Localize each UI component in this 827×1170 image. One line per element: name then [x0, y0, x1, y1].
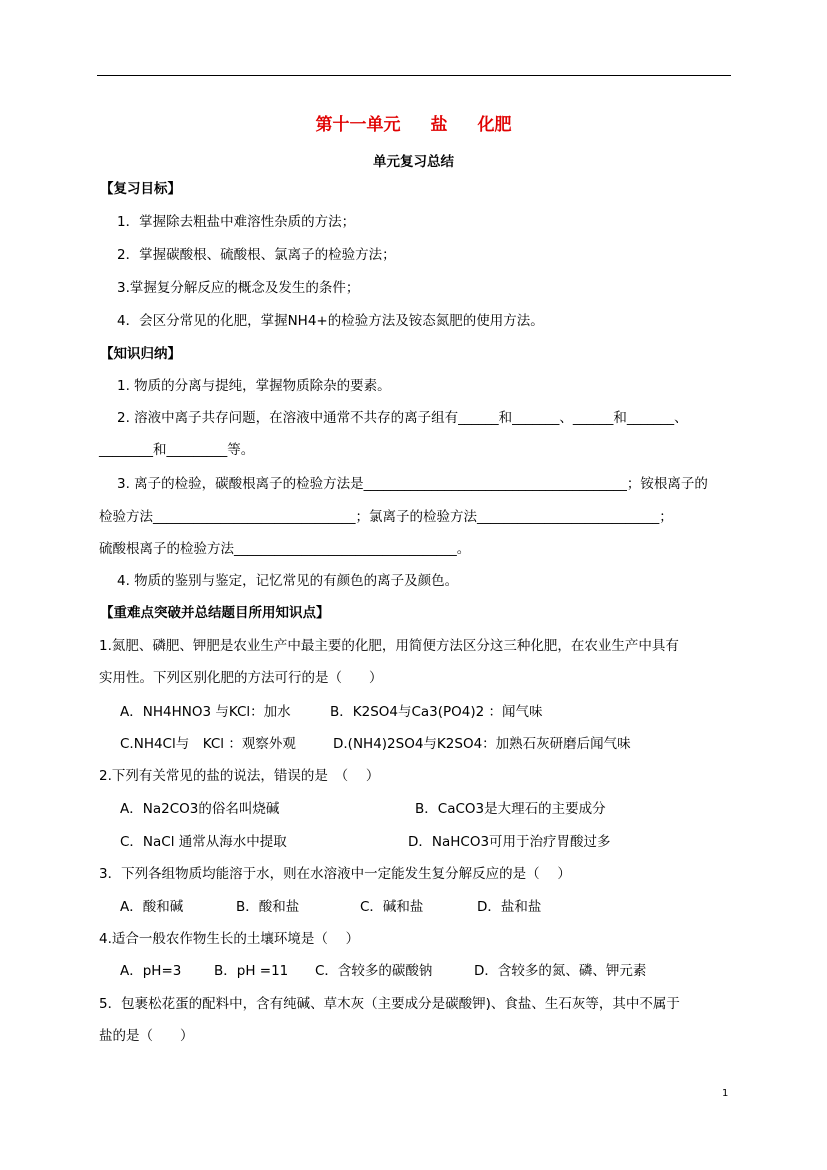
objective-3: 3.掌握复分解反应的概念及发生的条件；: [117, 280, 360, 296]
knowledge-2-line-1: 2. 溶液中离子共存问题，在溶液中通常不共存的离子组有______和_______、______和_______、: [117, 410, 688, 426]
question-2-option-d: D．NaHCO3可用于治疗胃酸过多: [408, 834, 611, 850]
question-3-option-c: C．碱和盐: [360, 899, 424, 915]
question-1-option-d: D.(NH4)2SO4与K2SO4：加熟石灰研磨后闻气味: [333, 736, 631, 752]
section-review-goals: 【复习目标】: [100, 181, 181, 197]
knowledge-2-line-2: ________和_________等。: [99, 442, 255, 458]
knowledge-1: 1. 物质的分离与提纯，掌握物质除杂的要素。: [117, 378, 391, 394]
question-5-line-1: 5．包裹松花蛋的配料中，含有纯碱、草木灰（主要成分是碳酸钾)、食盐、生石灰等，其中不属于: [99, 996, 680, 1012]
knowledge-4: 4. 物质的鉴别与鉴定，记忆常见的有颜色的离子及颜色。: [117, 573, 459, 589]
page-title: [0, 110, 827, 135]
question-4-option-b: B．pH =11: [214, 963, 289, 979]
objective-2: 2．掌握碳酸根、硫酸根、氯离子的检验方法；: [117, 247, 396, 263]
question-1-option-b: B．K2SO4与Ca3(PO4)2 ：闻气味: [330, 704, 543, 720]
question-4: 4.适合一般农作物生长的土壤环境是（ ）: [99, 931, 360, 947]
section-key-points: 【重难点突破并总结题目所用知识点】: [100, 605, 330, 621]
objective-4: 4．会区分常见的化肥，掌握NH4+的检验方法及铵态氮肥的使用方法。: [117, 313, 544, 329]
question-3: 3．下列各组物质均能溶于水，则在水溶液中一定能发生复分解反应的是（ ）: [99, 866, 571, 882]
page-number: 1: [722, 1088, 729, 1099]
page-subtitle: 单元复习总结: [373, 154, 454, 170]
question-3-option-a: A．酸和碱: [120, 899, 184, 915]
question-4-option-d: D．含较多的氮、磷、钾元素: [474, 963, 647, 979]
question-2-option-a: A．Na2CO3的俗名叫烧碱: [120, 801, 280, 817]
title-fertilizer: 化肥: [477, 115, 512, 135]
title-salt: 盐: [430, 115, 448, 135]
knowledge-3-line-2: 检验方法______________________________；氯离子的检验方法___________________________；: [99, 509, 673, 525]
section-knowledge: 【知识归纳】: [100, 346, 181, 362]
knowledge-3-line-3: 硫酸根离子的检验方法_________________________________。: [99, 541, 471, 557]
question-3-option-d: D．盐和盐: [477, 899, 542, 915]
question-1-line-2: 实用性。下列区别化肥的方法可行的是（ ）: [99, 670, 383, 686]
question-4-option-c: C．含较多的碳酸钠: [315, 963, 433, 979]
objective-1: 1．掌握除去粗盐中难溶性杂质的方法；: [117, 214, 356, 230]
question-2-option-c: C．NaCl 通常从海水中提取: [120, 834, 287, 850]
question-3-option-b: B．酸和盐: [236, 899, 300, 915]
question-1-option-c: C.NH4Cl与 KCl ：观察外观: [120, 736, 296, 752]
knowledge-3-line-1: 3. 离子的检验，碳酸根离子的检验方法是_______________________________________；铵根离子的: [117, 476, 708, 492]
question-2: 2.下列有关常见的盐的说法，错误的是 （ ）: [99, 768, 380, 784]
question-4-option-a: A．pH=3: [120, 963, 182, 979]
question-2-option-b: B．CaCO3是大理石的主要成分: [415, 801, 606, 817]
question-5-line-2: 盐的是（ ）: [99, 1028, 194, 1044]
question-1-option-a: A．NH4HNO3 与KCl：加水: [120, 704, 291, 720]
question-1-line-1: 1.氮肥、磷肥、钾肥是农业生产中最主要的化肥，用简便方法区分这三种化肥，在农业生产中具有: [99, 638, 679, 654]
title-unit: 第十一单元: [315, 115, 401, 135]
header-rule: [97, 75, 731, 76]
